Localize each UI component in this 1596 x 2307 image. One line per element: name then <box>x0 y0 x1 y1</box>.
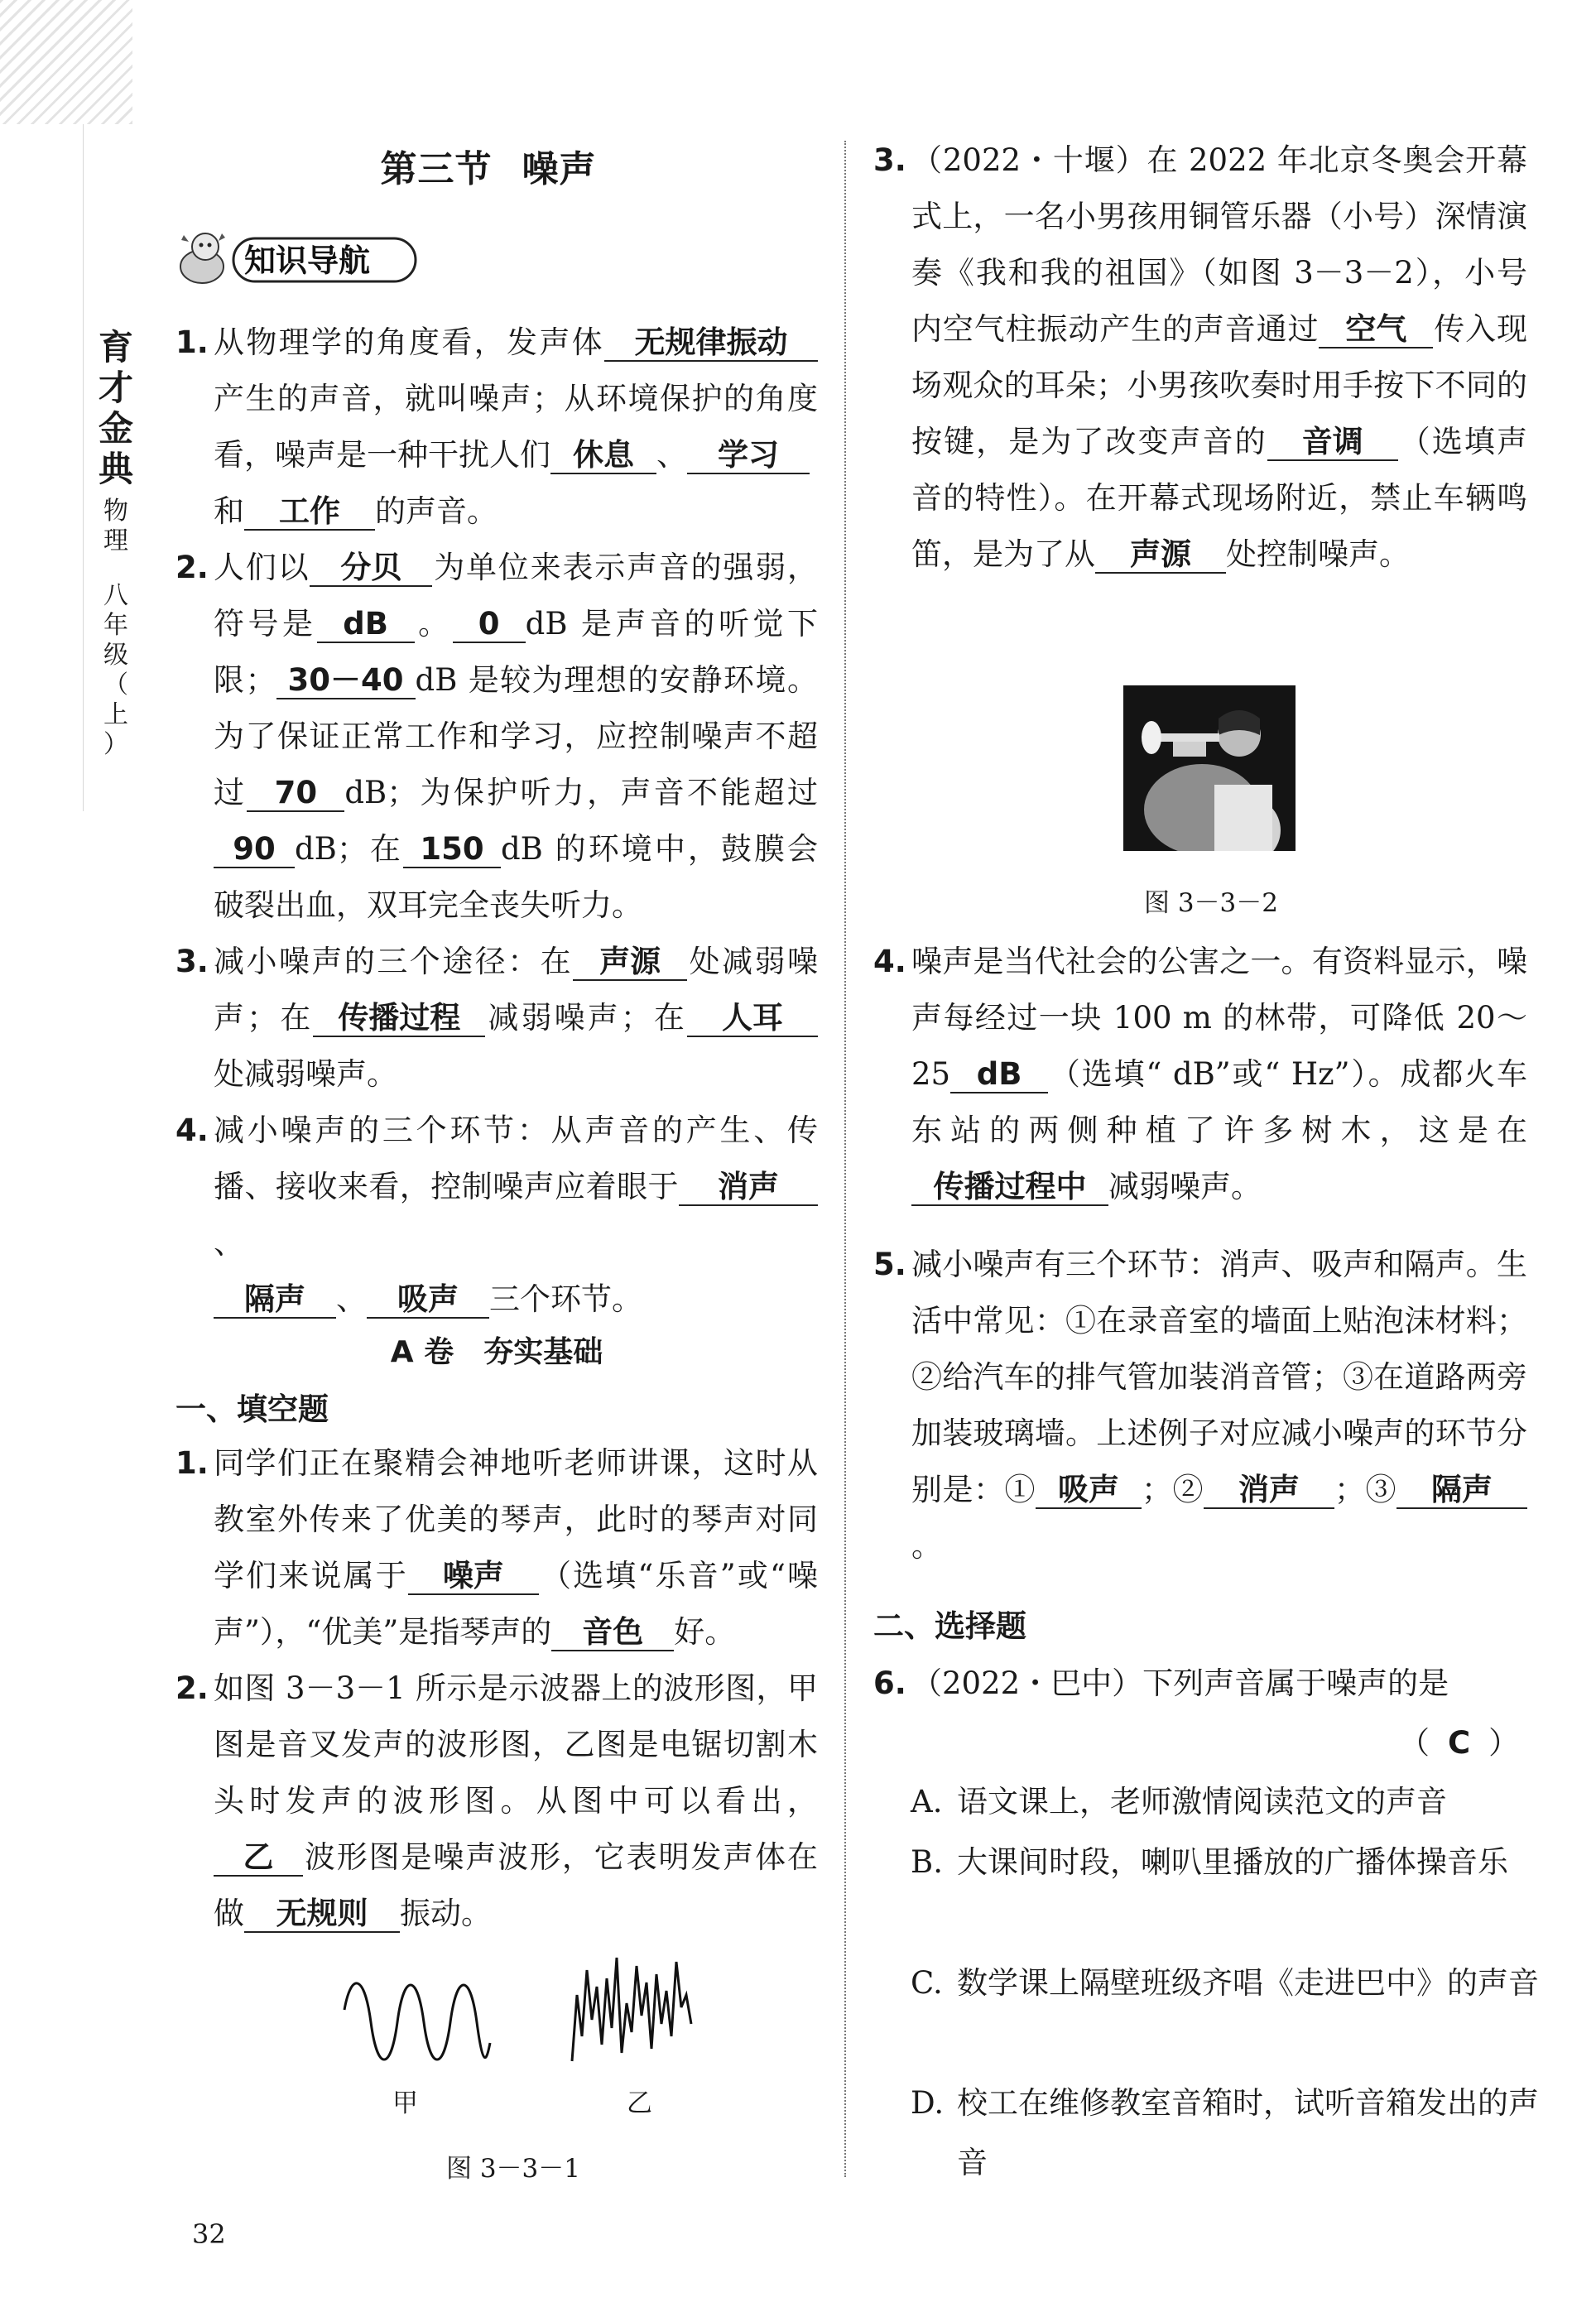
answer-blank[interactable]: 传播过程中 <box>911 1170 1108 1206</box>
cartoon-mascot-icon <box>180 233 225 283</box>
knowledge-item-3: 3. 减小噪声的三个途径：在 声源 处减弱噪声；在 传播过程 减弱噪声；在 人耳处减弱噪声。 <box>175 944 819 1092</box>
option-d[interactable]: D. 校工在维修教室音箱时，试听音箱发出的声音 <box>911 2085 1539 2180</box>
option-b[interactable]: B. 大课间时段，喇叭里播放的广播体操音乐 <box>911 1844 1508 1880</box>
answer-blank[interactable]: 无规律振动 <box>604 325 818 362</box>
svg-text:知识导航: 知识导航 <box>244 243 371 279</box>
figure-caption-2: 图 3－3－2 <box>1143 888 1279 918</box>
saw-noise-waveform <box>565 1945 698 2069</box>
answer-blank[interactable]: 30－40 <box>276 663 416 699</box>
page-title: 第三节 噪声 <box>380 148 597 190</box>
answer-blank[interactable]: 噪声 <box>408 1559 539 1595</box>
answer-blank[interactable]: 吸声 <box>367 1282 489 1319</box>
answer-blank[interactable]: 无规则 <box>244 1896 400 1933</box>
answer-blank[interactable]: 声源 <box>1095 537 1226 574</box>
exercise-3: 3. （2022・十堰）在 2022 年北京冬奥会开幕式上，一名小男孩用铜管乐器（小号）深情演奏《我和我的祖国》（如图 3－3－2），小号内空气柱振动产生的声音通过 空气 传入现场观众的耳朵；小男孩吹奏时用手按下不同的按键，是为了改变声音的 音调 （选填声音的特性）。在开幕式现场附近，禁止车辆鸣笛，是为了从 声源 处控制噪声。 <box>873 142 1528 572</box>
answer-blank[interactable]: 传播过程 <box>313 1001 485 1037</box>
trumpet-player-photo <box>1123 685 1296 851</box>
waveform-label-a: 甲 <box>392 2088 418 2118</box>
answer-blank[interactable]: dB <box>317 607 415 643</box>
answer-blank[interactable]: 乙 <box>214 1840 303 1877</box>
answer-blank[interactable]: 70 <box>247 776 344 812</box>
knowledge-item-1: 1. 从物理学的角度看，发声体 无规律振动产生的声音，就叫噪声；从环境保护的角度看，噪声是一种干扰人们 休息 、 学习 和 工作 的声音。 <box>175 324 818 529</box>
knowledge-item-4: 4. 减小噪声的三个环节：从声音的产生、传播、接收来看，控制噪声应着眼于 消声、 隔声 、 吸声 三个环节。 <box>175 1113 818 1317</box>
corner-hatch-decoration <box>0 0 132 124</box>
answer-blank[interactable]: 空气 <box>1319 312 1433 348</box>
tuning-fork-waveform <box>338 1977 495 2068</box>
answer-blank[interactable]: 隔声 <box>214 1282 336 1319</box>
section-a-title: A 卷 夯实基础 <box>390 1335 603 1369</box>
exercise-4: 4. 噪声是当代社会的公害之一。有资料显示，噪声每经过一块 100 m 的林带，可降低 20～25 dB （选填“ dB”或“ Hz”）。成都火车东站的两侧种植了许多树木，这是在传播过程中 减弱噪声。 <box>873 944 1527 1204</box>
answer-blank[interactable]: 声源 <box>573 944 687 981</box>
figure-caption-1: 图 3－3－1 <box>445 2154 581 2184</box>
option-c[interactable]: C. 数学课上隔壁班级齐唱《走进巴中》的声音 <box>911 1965 1539 2001</box>
answer-blank[interactable]: 0 <box>453 607 526 643</box>
heading-fill-in: 一、填空题 <box>175 1391 329 1427</box>
answer-blank[interactable]: 150 <box>403 832 501 868</box>
choice-answer: C <box>1448 1725 1471 1761</box>
column-divider <box>844 141 846 2177</box>
answer-blank[interactable]: 隔声 <box>1396 1473 1527 1509</box>
waveform-label-b: 乙 <box>627 2088 652 2118</box>
answer-blank[interactable]: 工作 <box>244 494 375 531</box>
answer-blank[interactable]: 90 <box>214 832 295 868</box>
answer-blank[interactable]: 人耳 <box>687 1001 818 1037</box>
banner-text-bubbles <box>233 238 416 281</box>
exercise-5: 5. 减小噪声有三个环节：消声、吸声和隔声。生活中常见：①在录音室的墙面上贴泡沫材料；②给汽车的排气管加装消音管；③在道路两旁加装玻璃墙。上述例子对应减小噪声的环节分别是：① 吸声 ；② 消声 ；③ 隔声。 <box>873 1247 1527 1564</box>
answer-blank[interactable]: 分贝 <box>310 550 432 587</box>
answer-blank[interactable]: 学习 <box>687 438 810 474</box>
knowledge-item-2: 2. 人们以 分贝 为单位来表示声音的强弱，符号是 dB 。 0 dB 是声音的听觉下限； 30－40 dB 是较为理想的安静环境。为了保证正常工作和学习，应控制噪声不超过 70 dB；为保护听力，声音不能超过90 dB；在 150 dB 的环境中，鼓膜会破裂出血，双耳完全丧失听力。 <box>175 550 819 923</box>
page-number: 32 <box>192 2218 226 2250</box>
answer-blank[interactable]: 消声 <box>679 1170 818 1206</box>
spine-subject-grade: 物 理 八 年 级 （ 上 ） <box>103 497 128 759</box>
knowledge-nav-banner <box>172 225 437 291</box>
answer-blank[interactable]: 吸声 <box>1036 1473 1142 1509</box>
heading-multiple-choice: 二、选择题 <box>873 1608 1026 1644</box>
answer-bracket[interactable]: （ C ） <box>1399 1725 1520 1761</box>
answer-blank[interactable]: 音调 <box>1267 425 1398 461</box>
answer-blank[interactable]: 音色 <box>551 1615 674 1651</box>
answer-blank[interactable]: dB <box>950 1057 1048 1093</box>
answer-blank[interactable]: 消声 <box>1204 1473 1334 1509</box>
answer-blank[interactable]: 休息 <box>550 438 656 474</box>
exercise-1: 1. 同学们正在聚精会神地听老师讲课，这时从教室外传来了优美的琴声，此时的琴声对同学们来说属于 噪声 （选填“乐音”或“噪声”），“优美”是指琴声的 音色 好。 <box>175 1445 818 1650</box>
option-a[interactable]: A. 语文课上，老师激情阅读范文的声音 <box>911 1784 1447 1819</box>
spine-brand: 育 才 金 典 <box>98 327 133 489</box>
exercise-2: 2. 如图 3－3－1 所示是示波器上的波形图，甲图是音叉发声的波形图，乙图是电锯切割木头时发声的波形图。从图中可以看出，乙 波形图是噪声波形，它表明发声体在做 无规则 振动。 <box>175 1670 818 1931</box>
exercise-6: 6. （2022・巴中）下列声音属于噪声的是 <box>873 1665 1449 1701</box>
margin-line <box>83 124 84 811</box>
